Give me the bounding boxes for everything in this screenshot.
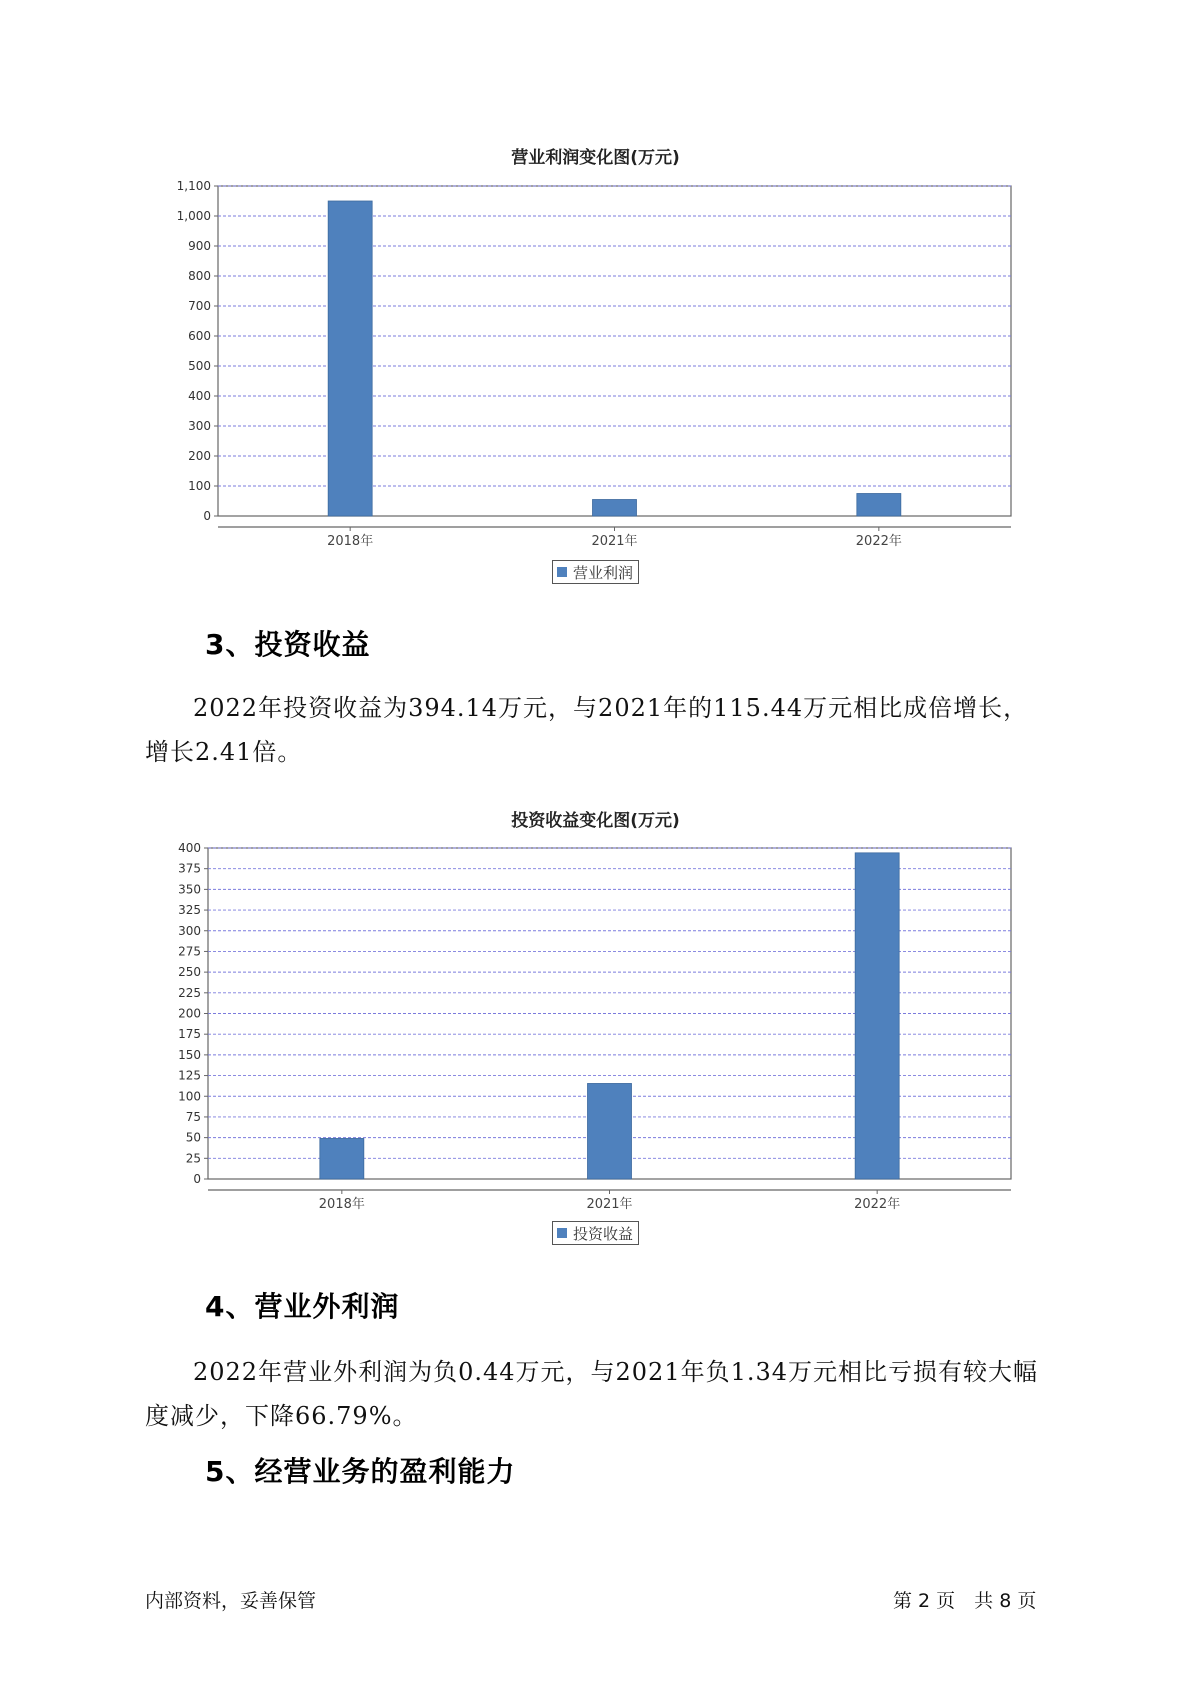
y-tick-label: 100 — [178, 1089, 201, 1104]
x-tick-label: 2022年 — [854, 1197, 901, 1212]
bar — [320, 1138, 364, 1179]
y-tick-label: 600 — [188, 329, 211, 343]
x-tick-label: 2022年 — [855, 534, 902, 549]
x-tick-label: 2018年 — [327, 534, 374, 549]
y-tick-label: 0 — [193, 1172, 201, 1186]
y-tick-label: 0 — [203, 509, 211, 523]
y-tick-label: 300 — [188, 419, 211, 433]
x-tick-label: 2021年 — [586, 1197, 633, 1212]
y-tick-label: 325 — [178, 903, 201, 918]
y-tick-label: 100 — [188, 479, 211, 493]
x-tick-label: 2021年 — [591, 534, 638, 549]
y-tick-label: 1,100 — [176, 179, 211, 193]
y-tick-label: 75 — [185, 1109, 201, 1124]
chart-2-legend-label: 投资收益 — [573, 1224, 634, 1243]
y-tick-label: 50 — [185, 1130, 201, 1145]
chart-2-legend — [552, 1221, 639, 1245]
section-3-paragraph: 2022年投资收益为394.14万元，与2021年的115.44万元相比成倍增长，增长2.41倍。 — [145, 694, 1029, 766]
y-tick-label: 700 — [188, 299, 211, 313]
y-tick-label: 225 — [178, 985, 201, 1000]
footer-right: 第 2 页 共 8 页 — [893, 1590, 1037, 1612]
y-tick-label: 400 — [178, 841, 201, 855]
chart-2-title: 投资收益变化图(万元) — [511, 811, 680, 831]
y-tick-label: 400 — [188, 389, 211, 403]
y-tick-label: 250 — [178, 965, 201, 980]
legend-swatch — [557, 1228, 567, 1238]
section-3-heading: 3、投资收益 — [205, 628, 371, 661]
y-tick-label: 500 — [188, 359, 211, 373]
y-tick-label: 175 — [178, 1027, 201, 1042]
y-tick-label: 125 — [178, 1068, 201, 1083]
y-tick-label: 200 — [188, 449, 211, 463]
section-4-heading: 4、营业外利润 — [205, 1290, 400, 1323]
bar — [855, 853, 899, 1179]
y-tick-label: 800 — [188, 269, 211, 283]
x-tick-label: 2018年 — [318, 1197, 365, 1212]
bar — [588, 1083, 632, 1179]
chart-1-legend-label: 营业利润 — [573, 563, 634, 582]
y-tick-label: 900 — [188, 239, 211, 253]
y-tick-label: 25 — [185, 1151, 201, 1166]
y-tick-label: 300 — [178, 923, 201, 938]
chart-1-title: 营业利润变化图(万元) — [511, 148, 680, 168]
section-5-heading: 5、经营业务的盈利能力 — [205, 1455, 516, 1488]
y-tick-label: 275 — [178, 944, 201, 959]
y-tick-label: 200 — [178, 1006, 201, 1021]
y-tick-label: 1,000 — [176, 209, 211, 223]
y-tick-label: 350 — [178, 882, 201, 897]
footer-left: 内部资料，妥善保管 — [145, 1590, 317, 1612]
y-tick-label: 150 — [178, 1047, 201, 1062]
y-tick-label: 375 — [178, 861, 201, 876]
section-4-paragraph: 2022年营业外利润为负0.44万元，与2021年负1.34万元相比亏损有较大幅度减少，下降66.79%。 — [145, 1358, 1039, 1430]
